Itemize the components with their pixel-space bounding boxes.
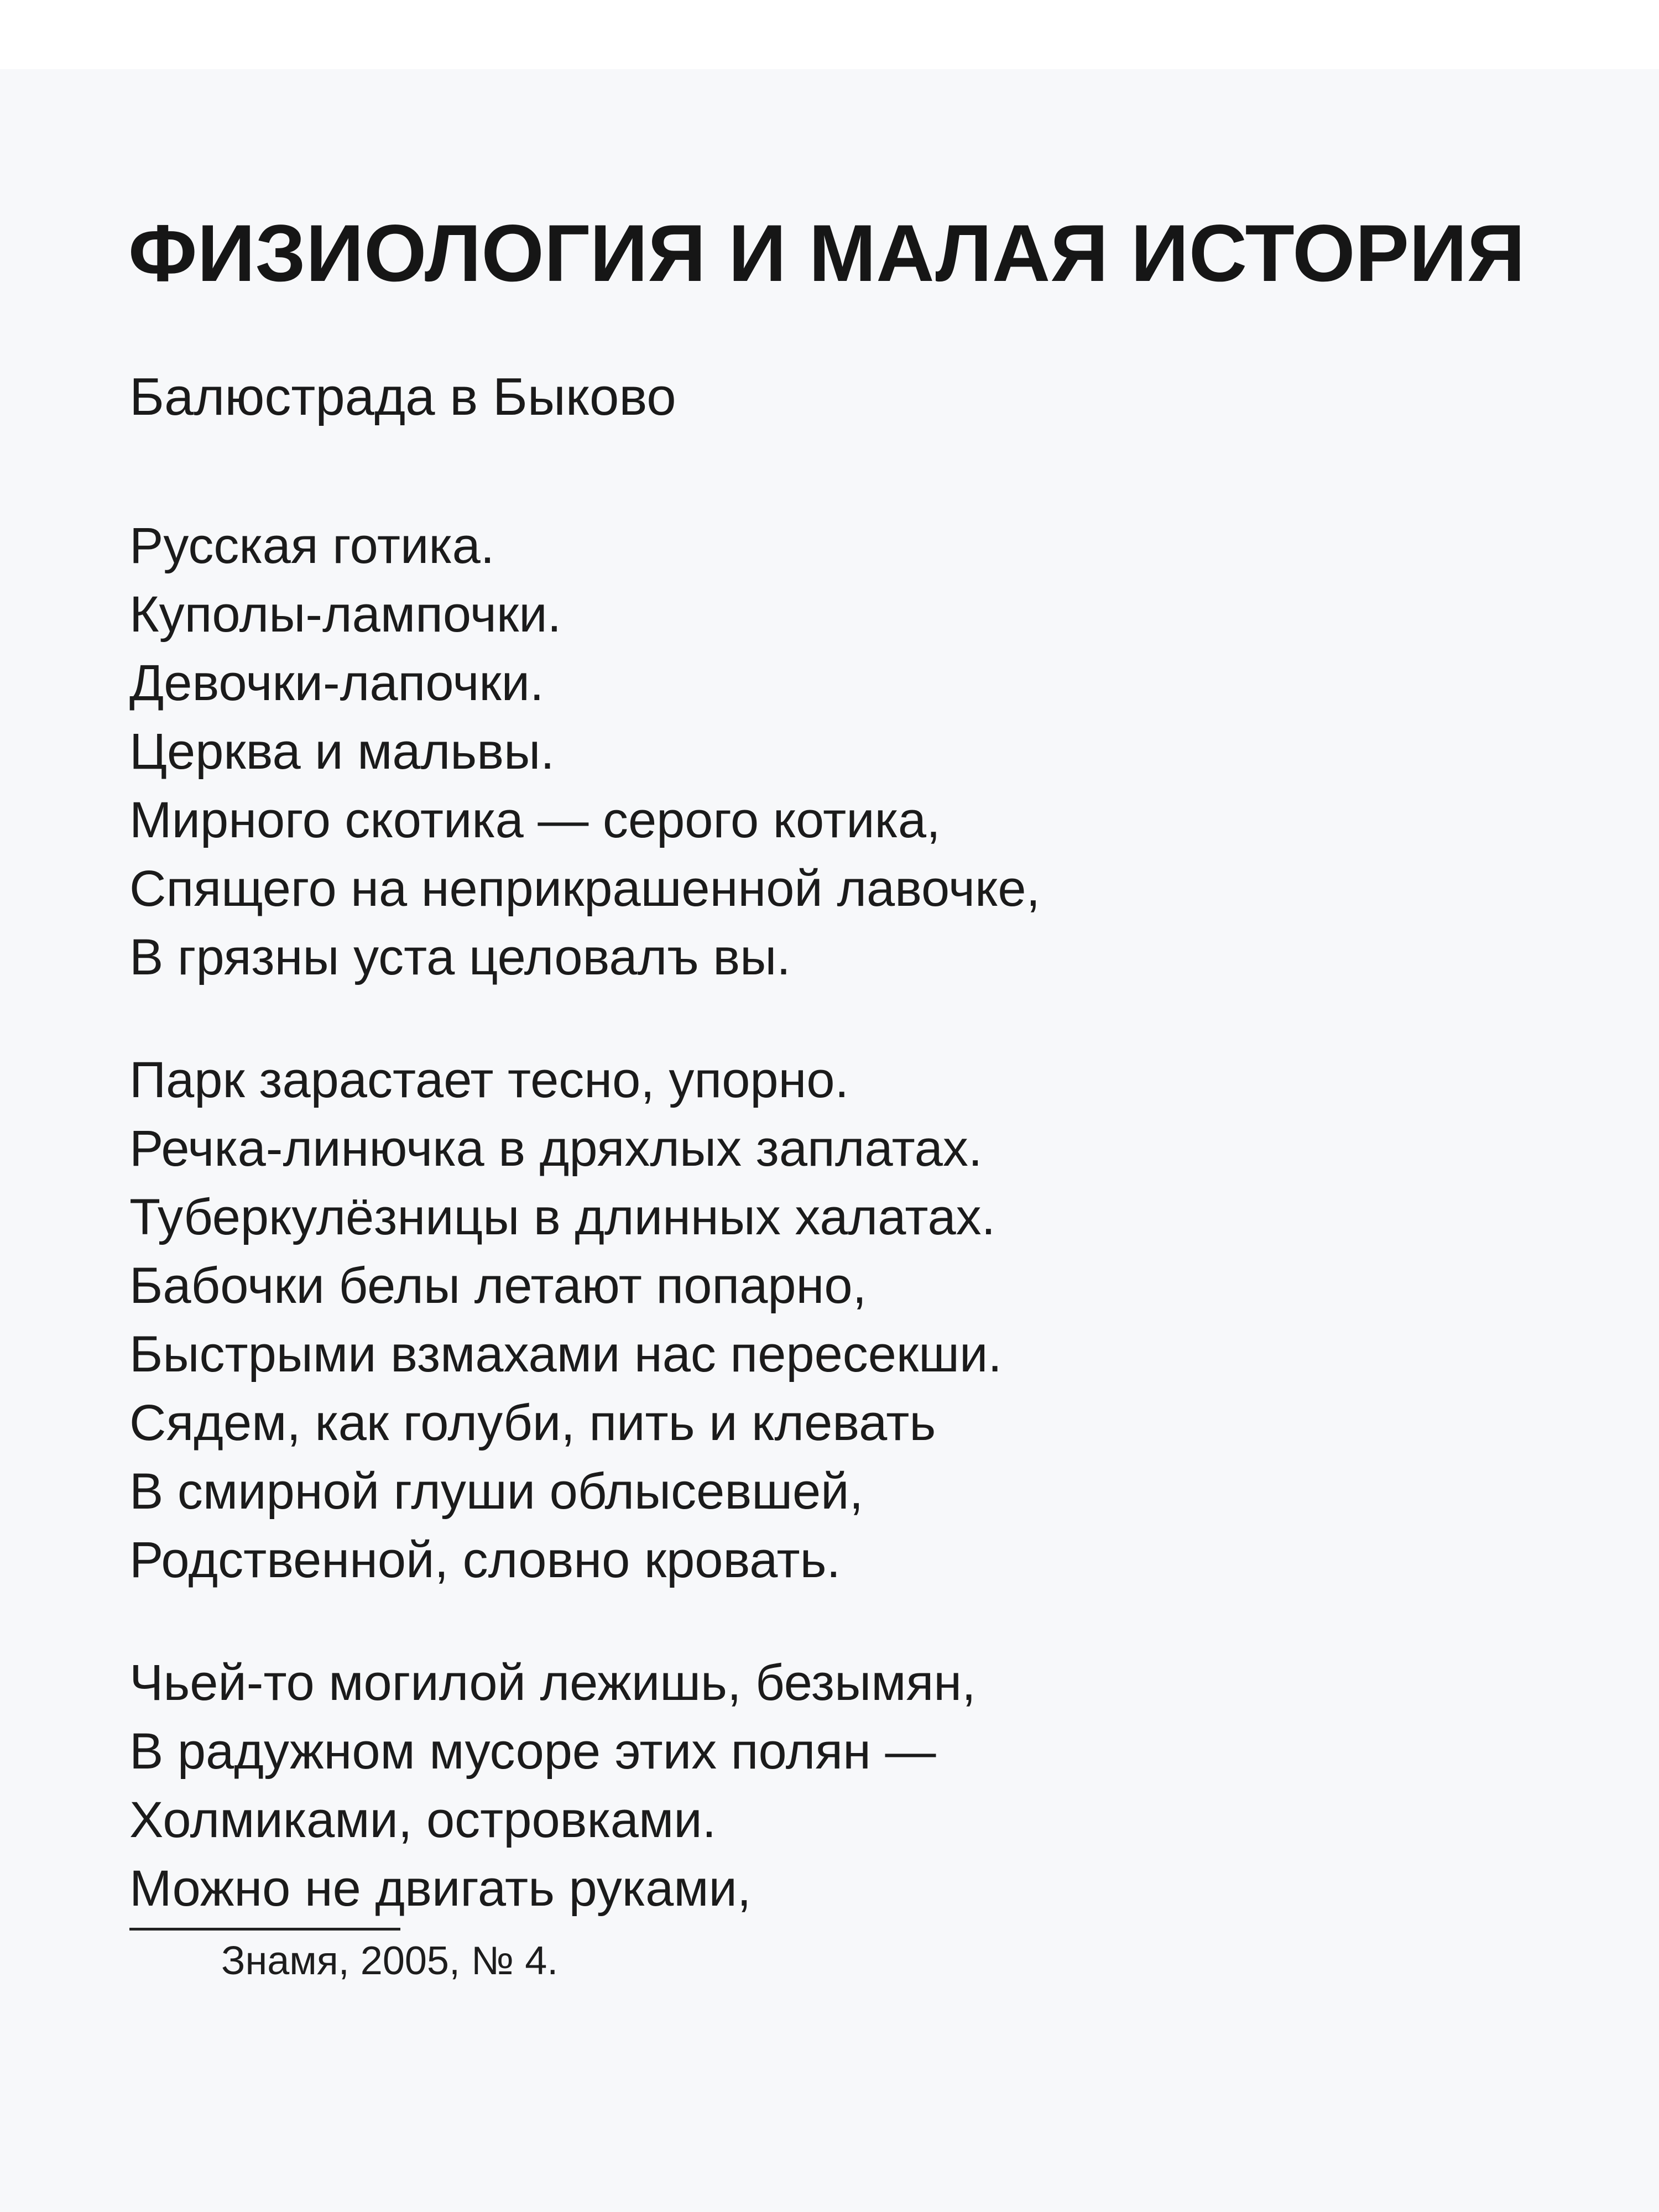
stanza-2 xyxy=(129,1046,1623,1594)
poem-line: Можно не двигать руками, xyxy=(129,1860,752,1917)
poem-line: Куполы-лампочки. xyxy=(129,586,562,643)
page-top-margin xyxy=(0,0,1659,69)
poem-body xyxy=(129,512,1623,1923)
poem-line: Туберкулёзницы в длинных халатах. xyxy=(129,1189,996,1245)
poem-title: Балюстрада в Быково xyxy=(129,367,676,426)
poem-line: Чьей-то могилой лежишь, безымян, xyxy=(129,1655,976,1711)
poem-line: Речка-линючка в дряхлых заплатах. xyxy=(129,1120,983,1177)
poem-line: Родственной, словно кровать. xyxy=(129,1532,841,1588)
poem-line: Бабочки белы летают попарно, xyxy=(129,1258,867,1314)
poem-line: Русская готика. xyxy=(129,518,495,574)
section-title: ФИЗИОЛОГИЯ И МАЛАЯ ИСТОРИЯ xyxy=(128,208,1525,298)
poem-line: Парк зарастает тесно, упорно. xyxy=(129,1052,849,1108)
source-citation: Знамя, 2005, № 4. xyxy=(221,1939,559,1983)
poem-line: Спящего на неприкрашенной лавочке, xyxy=(129,860,1041,917)
poem-line: Сядем, как голуби, пить и клевать xyxy=(129,1395,936,1451)
poem-line: В смирной глуши облысевшей, xyxy=(129,1463,864,1520)
poem-line: Девочки-лапочки. xyxy=(129,655,544,711)
poem-line: Мирного скотика — серого котика, xyxy=(129,792,941,848)
footnote-divider xyxy=(129,1928,400,1931)
poem-line: Холмиками, островками. xyxy=(129,1792,717,1848)
stanza-3 xyxy=(129,1648,1623,1923)
poem-line: В грязны уста целовалъ вы. xyxy=(129,929,791,985)
stanza-1 xyxy=(129,512,1623,992)
poem-line: В радужном мусоре этих полян — xyxy=(129,1723,936,1780)
poem-line: Церква и мальвы. xyxy=(129,723,555,780)
poem-line: Быстрыми взмахами нас пересекши. xyxy=(129,1326,1002,1383)
